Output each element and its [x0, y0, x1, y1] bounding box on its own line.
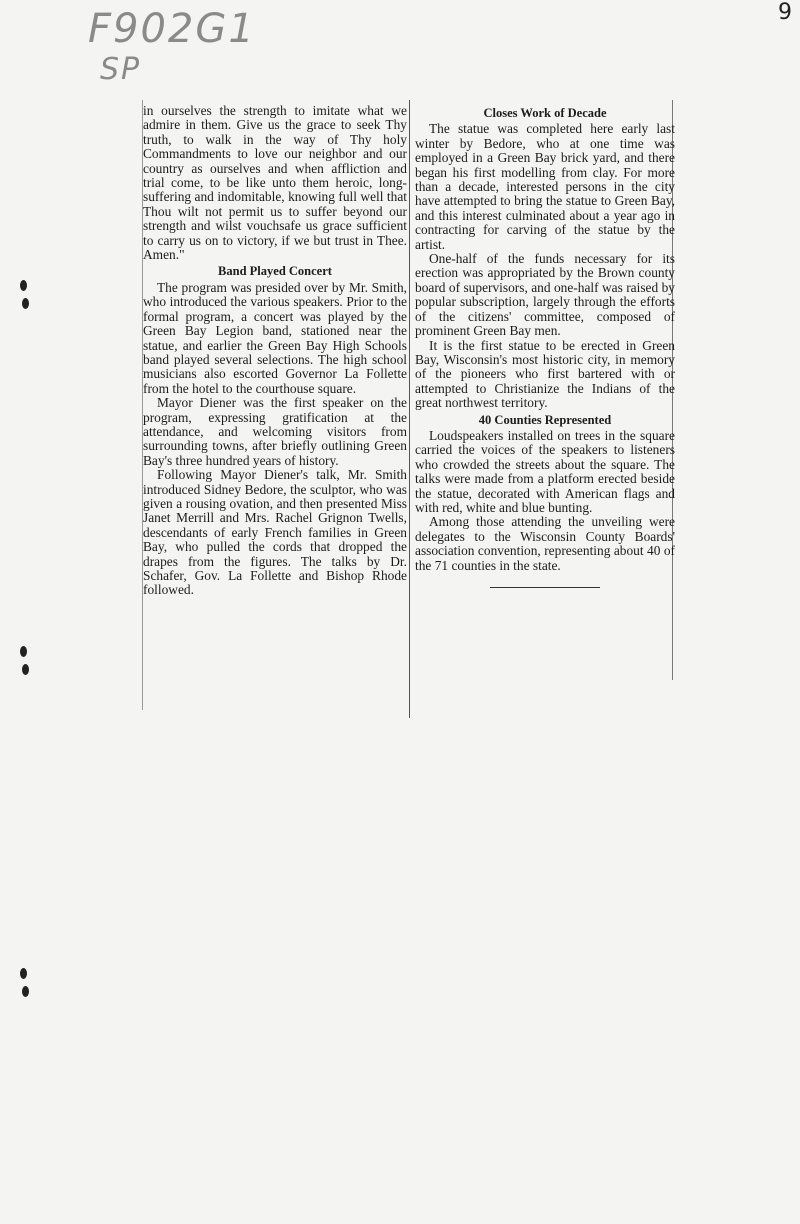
punch-hole-mark [22, 664, 29, 675]
punch-hole-mark [22, 986, 29, 997]
catalog-mark: F902G1 [88, 6, 256, 52]
paragraph: It is the first statue to be erected in Green Bay, Wisconsin's most historic city, in memory of the pioneers who first bartered with or attempted to Christianize the Indians of the great northwest territory. [415, 337, 675, 411]
paragraph: Among those attending the unveiling were delegates to the Wisconsin County Boards' association convention, representing about 40 of the 71 counties in the state. [415, 514, 675, 573]
punch-hole-mark [20, 646, 27, 657]
section-heading: Band Played Concert [218, 264, 332, 279]
punch-hole-mark [20, 280, 27, 291]
section-heading: Closes Work of Decade [483, 106, 607, 120]
paragraph: Mayor Diener was the first speaker on the program, expressing gratification at the attendance, and welcoming visitors from surrounding towns, after briefly outlining Green Bay's three hundred years of history. [143, 395, 407, 468]
column-rule-middle [409, 100, 410, 718]
paragraph: Loudspeakers installed on trees in the square carried the voices of the speakers to listeners who crowded the streets about the square. The talks were made from a platform erected beside the statue, decorated with American flags and with red, white and blue bunting. [415, 427, 675, 515]
paragraph: in ourselves the strength to imitate what we admire in them. Give us the grace to seek Thy truth, to walk in the way of Thy holy Commandments to love our neighbor and our country as ourselves and when affliction and trial come, to be like unto them heroic, long-suffering and indomitable, knowing full well that Thou wilt not permit us to suffer beyond our strength and wilst vouchsafe us grace sufficient to carry us on to victory, if we but trust in Thee. Amen." [143, 103, 407, 263]
paragraph: Following Mayor Diener's talk, Mr. Smith introduced Sidney Bedore, the sculptor, who was given a rousing ovation, and then presented Miss Janet Merrill and Mrs. Rachel Grignon Twells, descendants of early French families in Green Bay, who pulled the cords that dropped the drapes from the figures. The talks by Dr. Schafer, Gov. La Follette and Bishop Rhode followed. [143, 467, 407, 598]
subject-mark: SP [100, 52, 142, 87]
end-rule [490, 587, 600, 588]
paragraph: One-half of the funds necessary for its erection was appropriated by the Brown county board of supervisors, and one-half was raised by popular subscription, largely through the efforts of the citizens' committee, composed of prominent Green Bay men. [415, 251, 675, 339]
punch-hole-mark [22, 298, 29, 309]
paragraph: The program was presided over by Mr. Smith, who introduced the various speakers. Prior to the formal program, a concert was played by the Green Bay Legion band, stationed near the statue, and earlier the Green Bay High Schools band played several selections. The high school musicians also escorted Governor La Follette from the hotel to the courthouse square. [143, 279, 407, 396]
punch-hole-mark [20, 968, 27, 979]
right-column [415, 104, 675, 588]
page-number: 9 [778, 0, 792, 25]
paragraph: The statue was completed here early last winter by Bedore, who at one time was employed in a Green Bay brick yard, and there began his first modelling from clay. For more than a decade, interested persons in the city have attempted to bring the statue to Green Bay, and this interest culminated about a year ago in contracting for carving of the statue by the artist. [415, 121, 675, 252]
section-heading: 40 Counties Represented [478, 412, 612, 427]
left-column [143, 104, 407, 598]
